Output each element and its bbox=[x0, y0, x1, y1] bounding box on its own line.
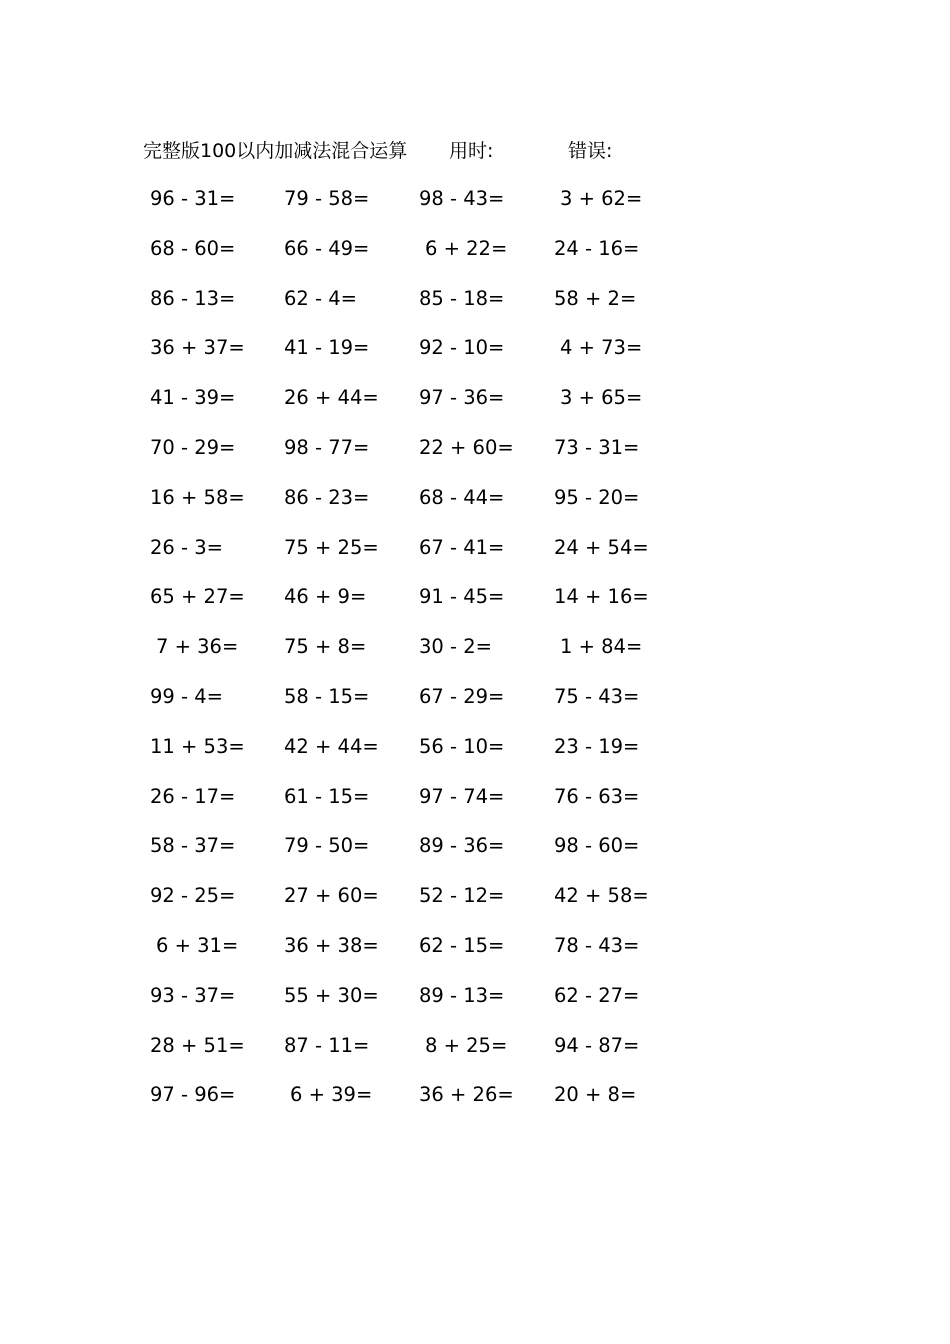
arithmetic-problem: 98 - 60= bbox=[554, 834, 640, 858]
arithmetic-problem: 30 - 2= bbox=[419, 635, 492, 659]
problem-row bbox=[0, 383, 950, 433]
arithmetic-problem: 99 - 4= bbox=[150, 684, 223, 708]
problem-row bbox=[0, 433, 950, 483]
arithmetic-problem: 70 - 29= bbox=[150, 435, 236, 459]
problem-grid bbox=[0, 184, 950, 1130]
arithmetic-problem: 78 - 43= bbox=[554, 933, 640, 957]
arithmetic-problem: 62 - 15= bbox=[419, 933, 505, 957]
arithmetic-problem: 28 + 51= bbox=[150, 1033, 245, 1057]
arithmetic-problem: 58 - 37= bbox=[150, 834, 236, 858]
arithmetic-problem: 66 - 49= bbox=[284, 236, 370, 260]
arithmetic-problem: 67 - 29= bbox=[419, 684, 505, 708]
arithmetic-problem: 11 + 53= bbox=[150, 734, 245, 758]
problem-row bbox=[0, 483, 950, 533]
arithmetic-problem: 26 - 17= bbox=[150, 784, 236, 808]
arithmetic-problem: 22 + 60= bbox=[419, 435, 514, 459]
arithmetic-problem: 67 - 41= bbox=[419, 535, 505, 559]
problem-row bbox=[0, 184, 950, 234]
problem-row bbox=[0, 732, 950, 782]
problem-row bbox=[0, 981, 950, 1031]
arithmetic-problem: 6 + 39= bbox=[290, 1083, 373, 1107]
arithmetic-problem: 75 - 43= bbox=[554, 684, 640, 708]
arithmetic-problem: 58 + 2= bbox=[554, 286, 637, 310]
arithmetic-problem: 61 - 15= bbox=[284, 784, 370, 808]
arithmetic-problem: 7 + 36= bbox=[156, 635, 239, 659]
arithmetic-problem: 86 - 23= bbox=[284, 485, 370, 509]
arithmetic-problem: 95 - 20= bbox=[554, 485, 640, 509]
problem-row bbox=[0, 533, 950, 583]
arithmetic-problem: 75 + 8= bbox=[284, 635, 367, 659]
arithmetic-problem: 97 - 96= bbox=[150, 1083, 236, 1107]
problem-row bbox=[0, 234, 950, 284]
arithmetic-problem: 93 - 37= bbox=[150, 983, 236, 1007]
arithmetic-problem: 6 + 31= bbox=[156, 933, 239, 957]
time-used-label: 用时: bbox=[449, 140, 494, 162]
arithmetic-problem: 96 - 31= bbox=[150, 187, 236, 210]
arithmetic-problem: 42 + 44= bbox=[284, 734, 379, 758]
arithmetic-problem: 27 + 60= bbox=[284, 884, 379, 908]
arithmetic-problem: 73 - 31= bbox=[554, 435, 640, 459]
arithmetic-problem: 36 + 38= bbox=[284, 933, 379, 957]
arithmetic-problem: 68 - 44= bbox=[419, 485, 505, 509]
arithmetic-problem: 94 - 87= bbox=[554, 1033, 640, 1057]
arithmetic-problem: 97 - 74= bbox=[419, 784, 505, 808]
arithmetic-problem: 89 - 36= bbox=[419, 834, 505, 858]
problem-row bbox=[0, 881, 950, 931]
worksheet-header bbox=[0, 136, 950, 166]
problem-row bbox=[0, 1080, 950, 1130]
arithmetic-problem: 41 - 19= bbox=[284, 336, 370, 360]
arithmetic-problem: 55 + 30= bbox=[284, 983, 379, 1007]
arithmetic-problem: 46 + 9= bbox=[284, 585, 367, 609]
arithmetic-problem: 24 - 16= bbox=[554, 236, 640, 260]
arithmetic-problem: 6 + 22= bbox=[425, 236, 508, 260]
arithmetic-problem: 86 - 13= bbox=[150, 286, 236, 310]
problem-row bbox=[0, 582, 950, 632]
arithmetic-problem: 36 + 37= bbox=[150, 336, 245, 360]
problem-row bbox=[0, 931, 950, 981]
arithmetic-problem: 79 - 58= bbox=[284, 187, 370, 210]
error-count-label: 错误: bbox=[568, 140, 613, 162]
arithmetic-problem: 98 - 77= bbox=[284, 435, 370, 459]
arithmetic-problem: 14 + 16= bbox=[554, 585, 649, 609]
arithmetic-problem: 36 + 26= bbox=[419, 1083, 514, 1107]
arithmetic-problem: 3 + 62= bbox=[560, 187, 643, 210]
arithmetic-problem: 24 + 54= bbox=[554, 535, 649, 559]
arithmetic-problem: 58 - 15= bbox=[284, 684, 370, 708]
arithmetic-problem: 26 + 44= bbox=[284, 386, 379, 410]
worksheet-title: 完整版100以内加减法混合运算 bbox=[143, 140, 408, 162]
arithmetic-problem: 23 - 19= bbox=[554, 734, 640, 758]
arithmetic-problem: 87 - 11= bbox=[284, 1033, 370, 1057]
arithmetic-problem: 75 + 25= bbox=[284, 535, 379, 559]
arithmetic-problem: 26 - 3= bbox=[150, 535, 223, 559]
arithmetic-problem: 92 - 25= bbox=[150, 884, 236, 908]
arithmetic-problem: 42 + 58= bbox=[554, 884, 649, 908]
problem-row bbox=[0, 632, 950, 682]
arithmetic-problem: 92 - 10= bbox=[419, 336, 505, 360]
arithmetic-problem: 79 - 50= bbox=[284, 834, 370, 858]
arithmetic-problem: 20 + 8= bbox=[554, 1083, 637, 1107]
arithmetic-problem: 1 + 84= bbox=[560, 635, 643, 659]
arithmetic-problem: 4 + 73= bbox=[560, 336, 643, 360]
problem-row bbox=[0, 682, 950, 732]
problem-row bbox=[0, 1031, 950, 1081]
problem-row bbox=[0, 831, 950, 881]
arithmetic-problem: 89 - 13= bbox=[419, 983, 505, 1007]
arithmetic-problem: 8 + 25= bbox=[425, 1033, 508, 1057]
problem-row bbox=[0, 333, 950, 383]
arithmetic-problem: 68 - 60= bbox=[150, 236, 236, 260]
arithmetic-problem: 65 + 27= bbox=[150, 585, 245, 609]
arithmetic-problem: 62 - 27= bbox=[554, 983, 640, 1007]
arithmetic-problem: 3 + 65= bbox=[560, 386, 643, 410]
problem-row bbox=[0, 782, 950, 832]
arithmetic-problem: 97 - 36= bbox=[419, 386, 505, 410]
arithmetic-problem: 85 - 18= bbox=[419, 286, 505, 310]
arithmetic-problem: 52 - 12= bbox=[419, 884, 505, 908]
arithmetic-problem: 41 - 39= bbox=[150, 386, 236, 410]
arithmetic-problem: 56 - 10= bbox=[419, 734, 505, 758]
arithmetic-problem: 76 - 63= bbox=[554, 784, 640, 808]
arithmetic-problem: 16 + 58= bbox=[150, 485, 245, 509]
arithmetic-problem: 98 - 43= bbox=[419, 187, 505, 210]
arithmetic-problem: 62 - 4= bbox=[284, 286, 357, 310]
arithmetic-problem: 91 - 45= bbox=[419, 585, 505, 609]
problem-row bbox=[0, 284, 950, 334]
